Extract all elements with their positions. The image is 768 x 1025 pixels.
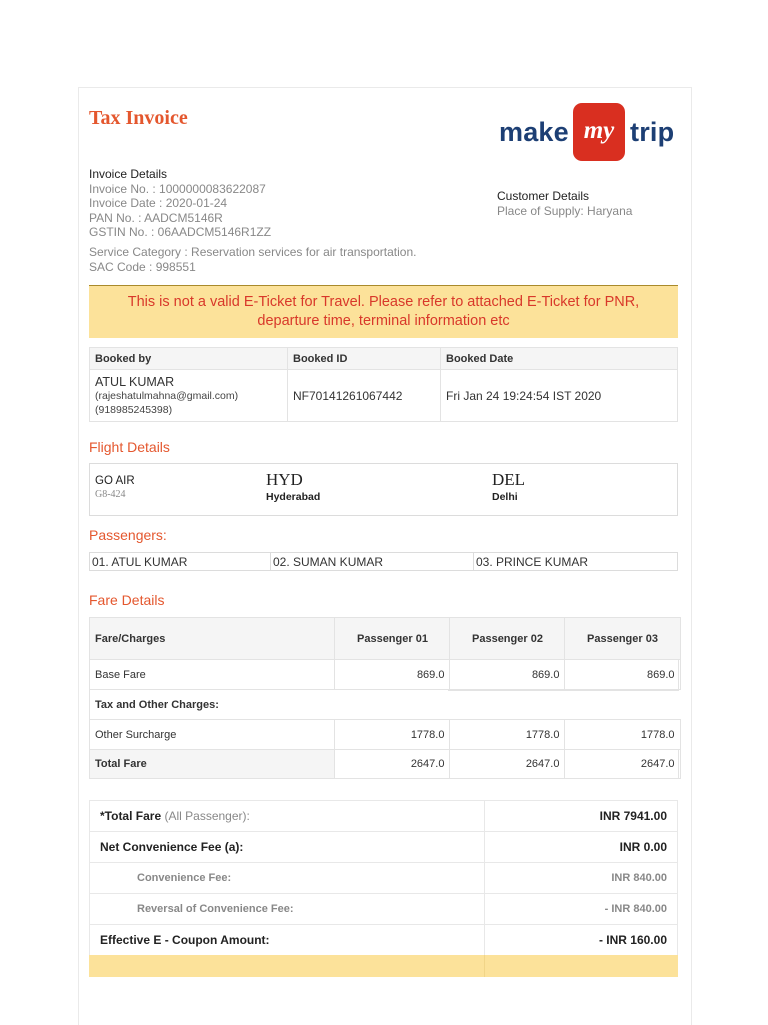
passenger-item: 02. SUMAN KUMAR <box>271 553 474 571</box>
base-fare-p1: 869.0 <box>335 660 450 690</box>
total-fare-p3: 2647.0 <box>565 750 680 779</box>
flight-details-label: Flight Details <box>89 439 170 455</box>
passenger-item: 03. PRINCE KUMAR <box>474 553 678 571</box>
reversal-fee-label: Reversal of Convenience Fee: <box>90 894 485 925</box>
ecoupon-amount-value: - INR 160.00 <box>485 925 678 956</box>
invoice-details-heading: Invoice Details <box>89 167 168 181</box>
total-fare-p2: 2647.0 <box>450 750 565 779</box>
booked-date-header: Booked Date <box>441 348 678 370</box>
other-surcharge-label: Other Surcharge <box>90 720 335 750</box>
booked-by-phone: (918985245398) <box>95 403 173 416</box>
passenger-1-header: Passenger 01 <box>335 618 450 660</box>
origin-city: Hyderabad <box>266 491 321 503</box>
booked-by-email: (rajeshatulmahna@gmail.com) <box>95 389 239 402</box>
service-category: Service Category : Reservation services for air transportation. <box>89 244 417 259</box>
net-convenience-fee-label: Net Convenience Fee (a): <box>90 832 485 863</box>
page-title: Tax Invoice <box>89 107 188 129</box>
base-fare-p2: 869.0 <box>450 660 565 690</box>
net-convenience-fee-value: INR 0.00 <box>485 832 678 863</box>
fare-charges-header: Fare/Charges <box>90 618 335 660</box>
destination-code: DEL <box>492 470 526 489</box>
flight-code: G8-424 <box>95 489 126 500</box>
passengers-table <box>89 552 678 571</box>
total-fare-all-suffix: (All Passenger): <box>164 809 250 823</box>
booking-table <box>89 347 678 422</box>
destination-city: Delhi <box>492 491 518 503</box>
passenger-2-header: Passenger 02 <box>450 618 565 660</box>
eticket-warning-banner <box>89 285 678 338</box>
invoice-number: Invoice No. : 1000000083622087 <box>89 181 266 196</box>
customer-details <box>497 189 632 218</box>
origin <box>266 470 320 503</box>
tax-other-charges-heading: Tax and Other Charges: <box>90 690 681 720</box>
sac-code: SAC Code : 998551 <box>89 259 196 274</box>
passenger-item: 01. ATUL KUMAR <box>90 553 271 571</box>
fare-table <box>89 617 681 779</box>
total-fare-all-label <box>90 801 485 832</box>
invoice-date: Invoice Date : 2020-01-24 <box>89 196 228 211</box>
other-surcharge-p2: 1778.0 <box>450 720 565 750</box>
highlighted-row-divider <box>484 955 485 977</box>
booked-date-value: Fri Jan 24 19:24:54 IST 2020 <box>441 370 678 422</box>
pan-number: PAN No. : AADCM5146R <box>89 210 223 225</box>
passengers-label: Passengers: <box>89 527 167 543</box>
booked-by-header: Booked by <box>90 348 288 370</box>
logo-badge: my <box>573 103 625 161</box>
airline-name: GO AIR <box>95 475 135 487</box>
origin-code: HYD <box>266 470 303 489</box>
convenience-fee-value: INR 840.00 <box>485 863 678 894</box>
other-surcharge-p1: 1778.0 <box>335 720 450 750</box>
convenience-fee-label: Convenience Fee: <box>90 863 485 894</box>
place-of-supply: Place of Supply: Haryana <box>497 203 633 218</box>
eticket-warning-text: This is not a valid E-Ticket for Travel. Please refer to attached E-Ticket for PNR, departure time, terminal information etc <box>127 294 640 329</box>
totals-table <box>89 800 678 956</box>
base-fare-label: Base Fare <box>90 660 335 690</box>
passenger-3-header: Passenger 03 <box>565 618 680 660</box>
booked-id-value: NF70141261067442 <box>288 370 441 422</box>
logo-word-make: make <box>499 117 569 147</box>
booked-id-header: Booked ID <box>288 348 441 370</box>
highlighted-total-row <box>89 955 678 977</box>
destination <box>492 470 525 503</box>
total-fare-label: Total Fare <box>90 750 335 779</box>
base-fare-p3: 869.0 <box>565 660 680 690</box>
reversal-fee-value: - INR 840.00 <box>485 894 678 925</box>
customer-details-heading: Customer Details <box>497 189 590 203</box>
total-fare-p1: 2647.0 <box>335 750 450 779</box>
other-surcharge-p3: 1778.0 <box>565 720 680 750</box>
invoice-details <box>89 167 416 274</box>
gstin-number: GSTIN No. : 06AADCM5146R1ZZ <box>89 225 272 240</box>
total-fare-all-value: INR 7941.00 <box>485 801 678 832</box>
total-fare-all-title: *Total Fare <box>100 809 162 823</box>
booked-by-name: ATUL KUMAR <box>95 374 175 389</box>
fare-details-label: Fare Details <box>89 592 165 608</box>
ecoupon-amount-label: Effective E - Coupon Amount: <box>90 925 485 956</box>
logo-word-trip: trip <box>630 117 675 147</box>
booked-by-cell <box>90 370 288 422</box>
flight-details-box <box>89 463 678 516</box>
